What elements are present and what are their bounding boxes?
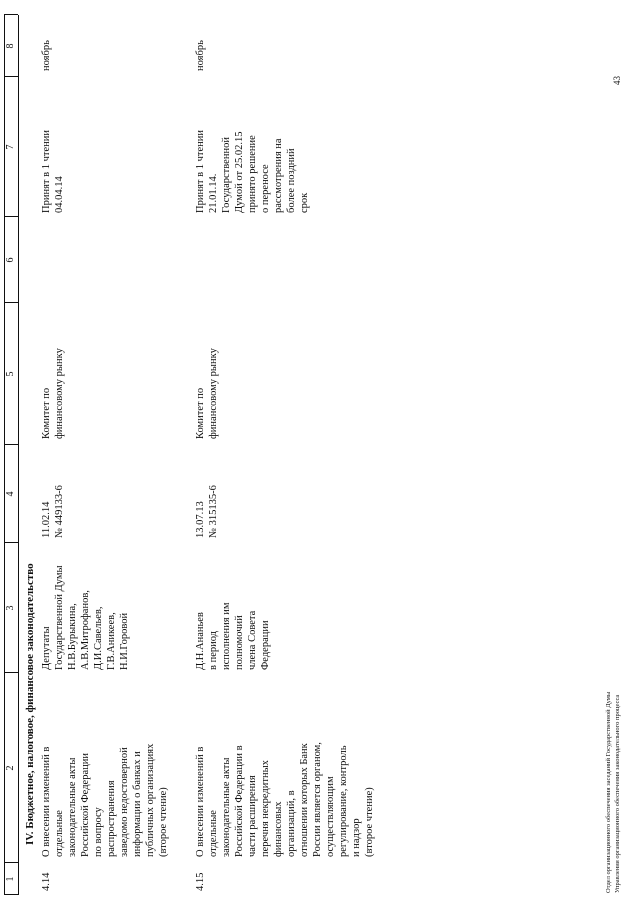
column-number-1: 1 — [5, 876, 16, 882]
column-number-5: 5 — [5, 371, 16, 377]
responsible-committee: Комитет по финансовому рынку — [195, 348, 219, 439]
planned-month: ноябрь — [41, 40, 52, 71]
planned-month: ноябрь — [195, 40, 206, 71]
section-title: IV. Бюджетное, налоговое, финансовое законодательство — [24, 563, 36, 845]
row-number: 4.15 — [195, 872, 206, 891]
row-number: 4.14 — [41, 872, 52, 891]
column-number-2: 2 — [5, 765, 16, 771]
bill-authors: Депутаты Государственной Думы Н.В.Бурыкина, А.В.Митрофанов, Д.И.Савельев, Г.В.Аникеев, Н.И.Горовой — [41, 565, 130, 670]
column-number-6: 6 — [5, 257, 16, 263]
footer-department: Отдел организационного обеспечения заседаний Государственной Думы Управления организационного обеспечения законодательного процесса — [605, 691, 621, 893]
bill-title: О внесении изменений в отдельные законодательные акты Российской Федерации по вопросу распространения заведомо недостоверной информации о банках и публичных организациях (второе чтение) — [41, 743, 169, 857]
column-number-3: 3 — [5, 605, 16, 611]
header-row-divider — [18, 15, 19, 895]
bill-title: О внесении изменений в отдельные законодательные акты Российской Федерации в части расширения перечня некредитных финансовых организаций, в отношении которых Банк России является органом, осуществляющим регулирование, контроль и надзор (второе чтение) — [195, 742, 375, 857]
bill-status: Принят в 1 чтении 04.04.14 — [41, 130, 65, 213]
registration-info: 11.02.14 № 449133-6 — [41, 485, 65, 538]
responsible-committee: Комитет по финансовому рынку — [41, 348, 65, 439]
registration-info: 13.07.13 № 315135-6 — [195, 485, 219, 538]
column-number-8: 8 — [5, 43, 16, 49]
bill-status: Принят в 1 чтении 21.01.14. Государственной Думой от 25.02.15 принято решение о переносе рассмотрения на более поздний срок — [195, 130, 310, 213]
column-number-7: 7 — [5, 144, 16, 150]
bill-authors: Д.Н.Ананьев в период исполнения им полномочий члена Совета Федерации — [195, 602, 271, 670]
column-number-4: 4 — [5, 491, 16, 497]
page-number: 43 — [612, 76, 622, 85]
